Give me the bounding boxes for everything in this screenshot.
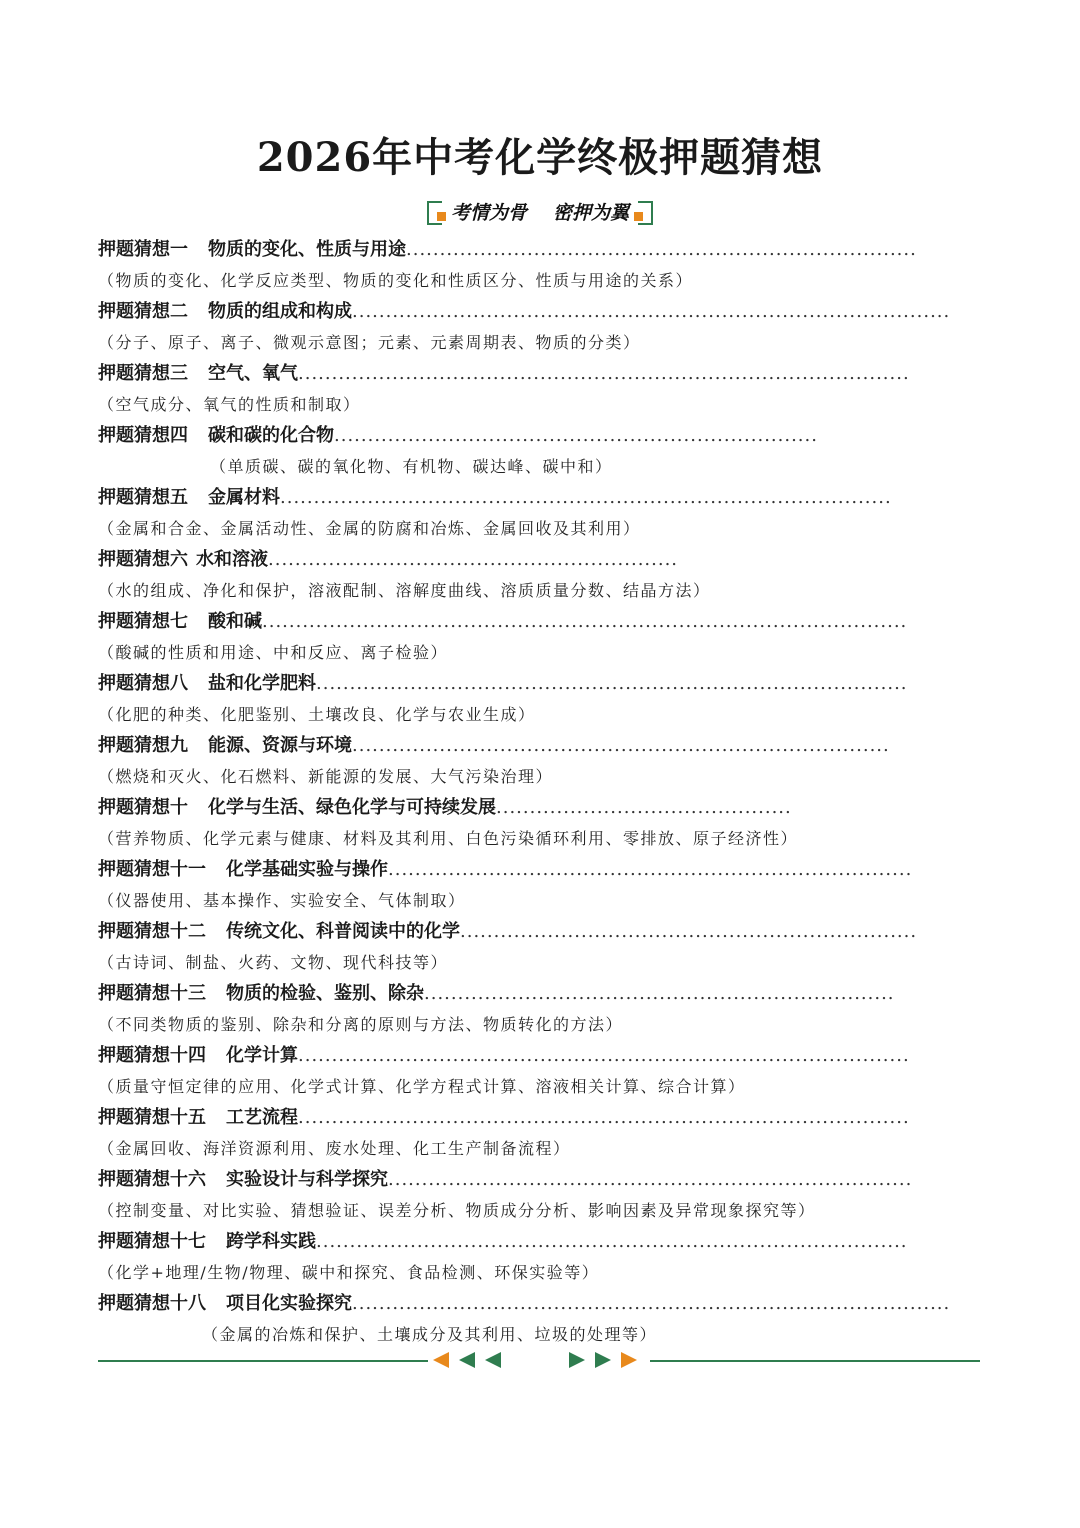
entry-detail: （空气成分、氧气的性质和制取） [98,395,361,414]
toc-entry [98,730,988,792]
entry-topic: 空气、氧气 [208,363,298,384]
entry-topic: 工艺流程 [226,1107,298,1128]
arrow-left-icon [459,1352,475,1368]
arrow-right-icon [595,1352,611,1368]
subtitle-banner [0,198,1080,230]
leader-dots: ........................................................................................... [280,487,892,508]
entry-number: 押题猜想九 [98,735,188,756]
entry-detail: （金属的冶炼和保护、土壤成分及其利用、垃圾的处理等） [202,1325,658,1344]
footer-divider-right [650,1360,980,1362]
page-title: 2026年中考化学终极押题猜想 [256,134,824,181]
leader-dots: ...................................................................... [424,983,895,1004]
leader-dots: ............................................ [496,797,792,818]
entry-detail: （化肥的种类、化肥鉴别、土壤改良、化学与农业生成） [98,705,536,724]
toc-entry [98,544,988,606]
toc-heading[interactable] [98,668,988,699]
toc-heading[interactable] [98,1226,988,1257]
entry-number: 押题猜想八 [98,673,188,694]
toc-entry [98,296,988,358]
leader-dots: ........................................................................................ [316,1231,908,1252]
entry-number: 押题猜想十四 [98,1045,206,1066]
leader-dots: ........................................................................................... [298,1045,910,1066]
toc-heading[interactable] [98,730,988,761]
arrow-right-icon [569,1352,585,1368]
leader-dots: ................................................................................ [352,735,890,756]
arrow-left-icon [485,1352,501,1368]
entry-topic: 化学基础实验与操作 [226,859,388,880]
entry-topic: 物质的检验、鉴别、除杂 [226,983,424,1004]
toc-entry [98,978,988,1040]
toc-heading[interactable] [98,420,988,451]
entry-number: 押题猜想十三 [98,983,206,1004]
leader-dots: ........................................................................ [334,425,818,446]
leader-dots: ........................................................................................... [298,1107,910,1128]
entry-topic: 实验设计与科学探究 [226,1169,388,1190]
toc-entry [98,234,988,296]
toc-heading[interactable] [98,792,988,823]
bracket-right-icon [638,201,653,225]
arrow-right-icon [621,1352,637,1368]
table-of-contents [98,234,988,1350]
footer-arrows-right [564,1352,642,1370]
toc-entry [98,482,988,544]
entry-topic: 物质的组成和构成 [208,301,352,322]
toc-entry [98,1164,988,1226]
entry-topic: 能源、资源与环境 [208,735,352,756]
entry-topic: 碳和碳的化合物 [208,425,334,446]
toc-heading[interactable] [98,916,988,947]
entry-topic: 化学与生活、绿色化学与可持续发展 [208,797,496,818]
leader-dots: ......................................................................................... [352,1293,951,1314]
entry-number: 押题猜想三 [98,363,188,384]
entry-detail: （物质的变化、化学反应类型、物质的变化和性质区分、性质与用途的关系） [98,271,694,290]
toc-entry [98,1288,988,1350]
leader-dots: ......................................................................................... [352,301,951,322]
entry-number: 押题猜想二 [98,301,188,322]
entry-number: 押题猜想十七 [98,1231,206,1252]
toc-heading[interactable] [98,296,988,327]
entry-topic: 化学计算 [226,1045,298,1066]
toc-heading[interactable] [98,1040,988,1071]
entry-number: 押题猜想十二 [98,921,206,942]
toc-entry [98,606,988,668]
entry-number: 押题猜想六 [98,549,188,570]
entry-number: 押题猜想十八 [98,1293,206,1314]
footer-arrows-left [428,1352,506,1370]
toc-heading[interactable] [98,606,988,637]
toc-heading[interactable] [98,544,988,575]
entry-detail: （控制变量、对比实验、猜想验证、误差分析、物质成分分析、影响因素及异常现象探究等） [98,1201,816,1220]
toc-entry [98,1040,988,1102]
entry-detail: （分子、原子、离子、微观示意图；元素、元素周期表、物质的分类） [98,333,641,352]
entry-topic: 酸和碱 [208,611,262,632]
entry-detail: （燃烧和灭火、化石燃料、新能源的发展、大气污染治理） [98,767,554,786]
leader-dots: .............................................................................. [388,1169,913,1190]
entry-detail: （营养物质、化学元素与健康、材料及其利用、白色污染循环利用、零排放、原子经济性） [98,829,799,848]
toc-heading[interactable] [98,1288,988,1319]
entry-detail: （古诗词、制盐、火药、文物、现代科技等） [98,953,449,972]
entry-detail: （金属回收、海洋资源利用、废水处理、化工生产制备流程） [98,1139,571,1158]
toc-heading[interactable] [98,234,988,265]
entry-topic: 项目化实验探究 [226,1293,352,1314]
footer-divider-left [98,1360,428,1362]
toc-heading[interactable] [98,978,988,1009]
leader-dots: ................................................................................................ [262,611,908,632]
toc-entry [98,358,988,420]
leader-dots: ............................................................................ [406,239,917,260]
toc-heading[interactable] [98,482,988,513]
entry-topic: 跨学科实践 [226,1231,316,1252]
leader-dots: .................................................................... [460,921,918,942]
entry-topic: 盐和化学肥料 [208,673,316,694]
entry-detail: （单质碳、碳的氧化物、有机物、碳达峰、碳中和） [210,457,613,476]
toc-heading[interactable] [98,1164,988,1195]
entry-detail: （金属和合金、金属活动性、金属的防腐和冶炼、金属回收及其利用） [98,519,641,538]
arrow-left-icon [433,1352,449,1368]
entry-number: 押题猜想十 [98,797,188,818]
entry-topic: 金属材料 [208,487,280,508]
entry-number: 押题猜想十五 [98,1107,206,1128]
leader-dots: .............................................................................. [388,859,913,880]
subtitle-right: 密押为翼 [553,202,630,224]
toc-entry [98,668,988,730]
entry-detail: （不同类物质的鉴别、除杂和分离的原则与方法、物质转化的方法） [98,1015,624,1034]
toc-entry [98,1226,988,1288]
entry-detail: （酸碱的性质和用途、中和反应、离子检验） [98,643,449,662]
toc-heading[interactable] [98,358,988,389]
entry-detail: （化学+地理/生物/物理、碳中和探究、食品检测、环保实验等） [98,1263,600,1282]
leader-dots: ............................................................. [268,549,679,570]
entry-number: 押题猜想四 [98,425,188,446]
entry-number: 押题猜想一 [98,239,188,260]
toc-entry [98,916,988,978]
entry-number: 押题猜想七 [98,611,188,632]
entry-number: 押题猜想十一 [98,859,206,880]
entry-detail: （仪器使用、基本操作、实验安全、气体制取） [98,891,466,910]
toc-entry [98,1102,988,1164]
entry-topic: 水和溶液 [196,549,268,570]
toc-entry [98,854,988,916]
entry-topic: 物质的变化、性质与用途 [208,239,406,260]
entry-detail: （水的组成、净化和保护，溶液配制、溶解度曲线、溶质质量分数、结晶方法） [98,581,711,600]
entry-number: 押题猜想十六 [98,1169,206,1190]
entry-topic: 传统文化、科普阅读中的化学 [226,921,460,942]
entry-detail: （质量守恒定律的应用、化学式计算、化学方程式计算、溶液相关计算、综合计算） [98,1077,746,1096]
toc-heading[interactable] [98,854,988,885]
subtitle [425,198,655,228]
toc-entry [98,420,988,482]
toc-entry [98,792,988,854]
entry-number: 押题猜想五 [98,487,188,508]
orange-square-icon [437,212,446,221]
subtitle-left: 考情为骨 [450,202,527,224]
leader-dots: ........................................................................................ [316,673,908,694]
leader-dots: ........................................................................................... [298,363,910,384]
toc-heading[interactable] [98,1102,988,1133]
